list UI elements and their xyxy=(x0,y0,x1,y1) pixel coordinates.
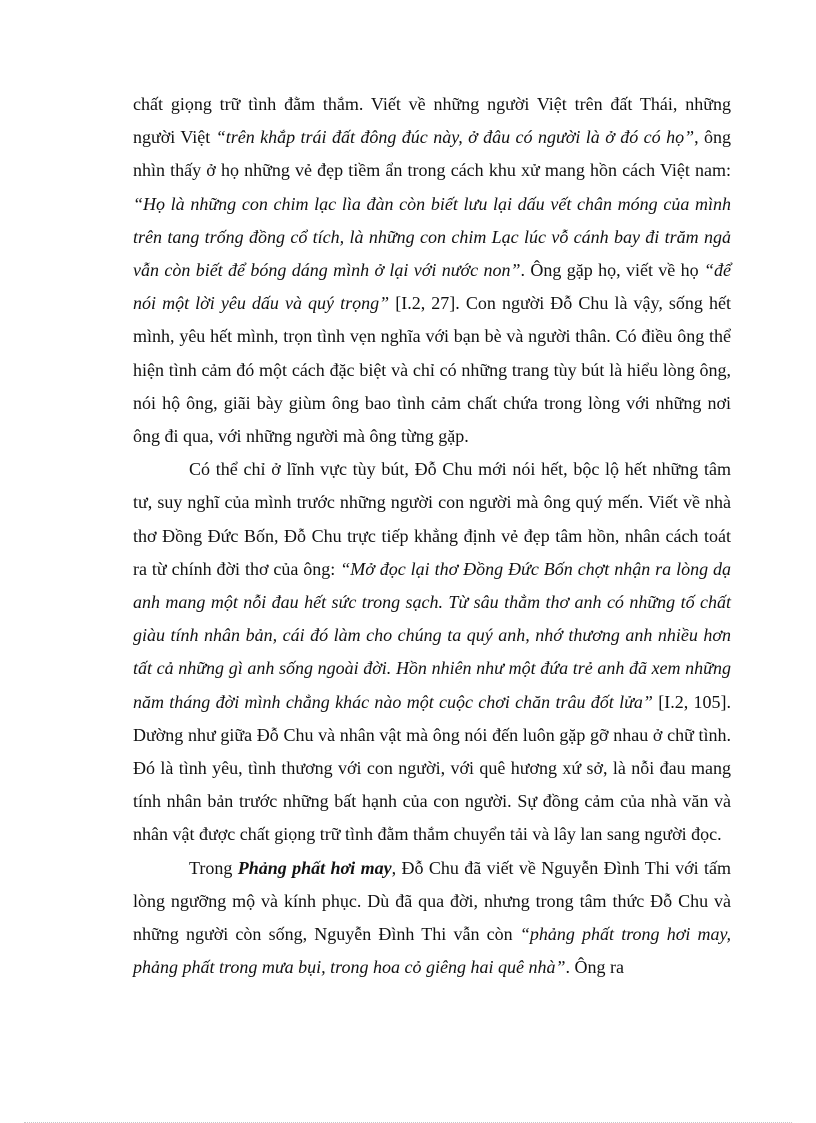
quote: “Mở đọc lại thơ Đồng Đức Bốn chợt nhận ra lòng dạ anh mang một nỗi đau hết sức trong sạch. Từ sâu thẳm thơ anh có những tố chất giàu tính nhân bản, cái đó làm cho chúng ta quý anh, nhớ thương anh nhiều hơn tất cả những gì anh sống ngoài đời. Hồn nhiên như một đứa trẻ anh đã xem những năm tháng đời mình chẳng khác nào một cuộc chơi chăn trâu đốt lửa” xyxy=(133,558,731,712)
text-run: [I.2, 27]. Con người Đỗ Chu là vậy, sống hết mình, yêu hết mình, trọn tình vẹn nghĩa với bạn bè và người thân. Có điều ông thể hiện tình cảm đó một cách đặc biệt và chỉ có những trang tùy bút là hiểu lòng ông, nói hộ ông, giãi bày giùm ông bao tình cảm chất chứa trong lòng với những nơi ông đi qua, với những người mà ông từng gặp. xyxy=(133,293,731,447)
text-run: . Ông gặp họ, viết về họ xyxy=(520,260,705,281)
paragraph-2 xyxy=(133,453,731,851)
quote: “để nói một lời yêu dấu và quý trọng” xyxy=(133,260,732,314)
text-run: . Ông ra xyxy=(565,957,624,978)
quote: “trên khắp trái đất đông đúc này, ở đâu có người là ở đó có họ” xyxy=(215,127,695,148)
quote: “phảng phất trong hơi may, phảng phất trong mưa bụi, trong hoa cỏ giêng hai quê nhà” xyxy=(133,924,731,978)
text-run: Có thể chỉ ở lĩnh vực tùy bút, Đỗ Chu mới nói hết, bộc lộ hết những tâm tư, suy nghĩ của mình trước những người con người mà ông quý mến. Viết về nhà thơ Đồng Đức Bốn, Đỗ Chu trực tiếp khẳng định vẻ đẹp tâm hồn, nhân cách toát ra từ chính đời thơ của ông: xyxy=(133,459,731,579)
text-run: [I.2, 105]. Dường như giữa Đỗ Chu và nhân vật mà ông nói đến luôn gặp gỡ nhau ở chữ tình. Đó là tình yêu, tình thương với con người, với quê hương xứ sở, là nỗi đau mang tính nhân bản trước những bất hạnh của con người. Sự đồng cảm của nhà văn và nhân vật được chất giọng trữ tình đằm thắm chuyển tải và lây lan sang người đọc. xyxy=(133,691,731,845)
paragraph-3 xyxy=(133,852,731,985)
quote: “Họ là những con chim lạc lìa đàn còn biết lưu lại dấu vết chân móng của mình trên tang trống đồng cổ tích, là những con chim Lạc lúc vỗ cánh bay đi trăm ngả vẫn còn biết để bóng dáng mình ở lại với nước non” xyxy=(133,193,731,281)
text-run: chất giọng trữ tình đằm thắm. Viết về những người Việt trên đất Thái, những người Việt xyxy=(133,94,731,148)
paragraph-1 xyxy=(133,88,731,453)
text-run: , Đỗ Chu đã viết về Nguyễn Đình Thi với tấm lòng ngưỡng mộ và kính phục. Dù đã qua đời, nhưng trong tâm thức Đỗ Chu và những người còn sống, Nguyễn Đình Thi vẫn còn xyxy=(133,857,731,945)
text-run: Trong xyxy=(189,857,238,878)
text-run: , ông nhìn thấy ở họ những vẻ đẹp tiềm ẩn trong cách khu xử mang hồn cách Việt nam: xyxy=(133,127,732,181)
work-title: Phảng phất hơi may xyxy=(237,857,392,878)
body-text xyxy=(133,88,731,984)
